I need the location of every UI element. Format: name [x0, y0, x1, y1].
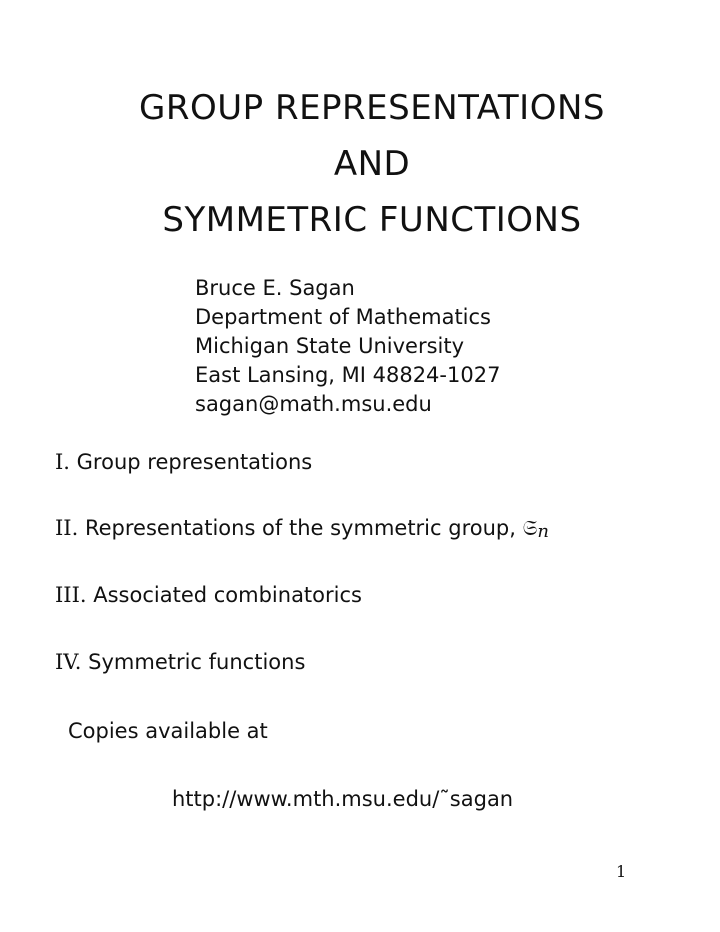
author-address: East Lansing, MI 48824-1027	[195, 363, 501, 387]
outline-text: Representations of the symmetric group,	[78, 516, 523, 540]
title-line-1: GROUP REPRESENTATIONS	[139, 88, 605, 128]
outline-item-4	[55, 650, 305, 674]
outline-numeral: II.	[55, 516, 79, 540]
outline-numeral: I.	[55, 450, 70, 474]
title-line-2: AND	[333, 144, 411, 184]
outline-numeral: IV.	[55, 650, 82, 674]
outline-text: Group representations	[69, 450, 313, 474]
title-line-3: SYMMETRIC FUNCTIONS	[162, 200, 582, 240]
author-block	[195, 274, 500, 419]
copies-url[interactable]: http://www.mth.msu.edu/˜sagan	[172, 787, 514, 811]
outline-text: Associated combinatorics	[86, 583, 362, 607]
author-department: Department of Mathematics	[195, 305, 491, 329]
outline-item-2	[55, 516, 549, 541]
author-university: Michigan State University	[195, 334, 465, 358]
outline-item-1	[55, 450, 312, 474]
outline-numeral: III.	[55, 583, 87, 607]
outline-item-3	[55, 583, 362, 607]
copies-label: Copies available at	[68, 719, 268, 743]
symmetric-group-symbol: 𝔖	[522, 516, 538, 540]
author-email: sagan@math.msu.edu	[195, 392, 432, 416]
outline-text: Symmetric functions	[81, 650, 306, 674]
symmetric-group-subscript: n	[537, 521, 549, 542]
page-number: 1	[616, 862, 627, 881]
author-name: Bruce E. Sagan	[195, 276, 355, 300]
